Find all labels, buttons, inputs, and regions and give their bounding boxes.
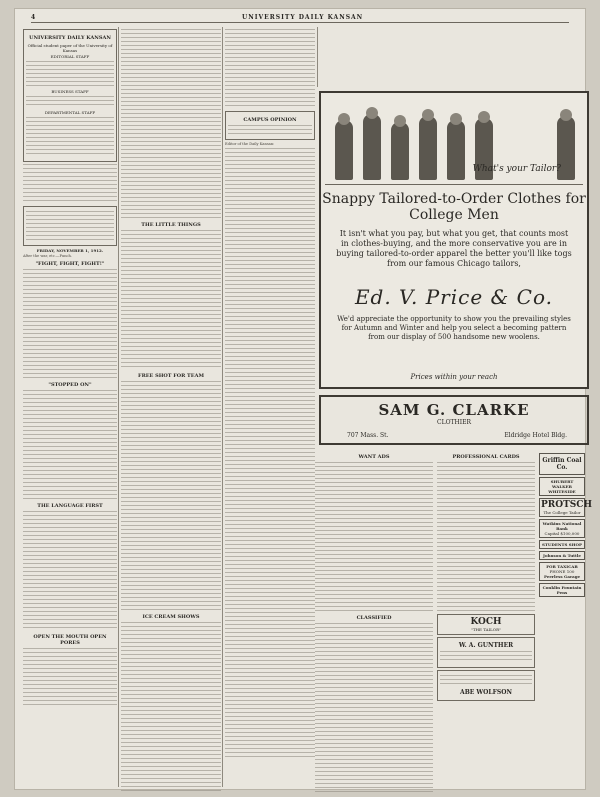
shubert-ad (539, 477, 585, 496)
open-pores-text (23, 648, 117, 708)
staff-box (23, 29, 117, 162)
want-ads-text (315, 462, 433, 612)
campus-opinion-intro (228, 125, 312, 135)
notice-box-text (26, 211, 114, 241)
language-heading: THE LANGUAGE FIRST (37, 503, 103, 510)
column-rule (317, 27, 318, 87)
newspaper-page (14, 8, 592, 790)
griffin-name: Griffin Coal Co. (542, 457, 582, 471)
clarke-name: SAM G. CLARKE (378, 401, 530, 419)
paper-title: UNIVERSITY DAILY KANSAN (242, 14, 364, 21)
taxi-phone: PHONE 100 (549, 569, 575, 574)
gunther-advert (437, 637, 535, 668)
protsch-name: PROTSCH (541, 500, 592, 510)
article-column (121, 27, 221, 794)
column-rule (118, 27, 119, 787)
opinion-column (225, 27, 315, 760)
campus-opinion-heading: CAMPUS OPINION (243, 117, 297, 123)
classified-text (315, 623, 433, 793)
taxi-heading: FOR TAXICAB (546, 564, 578, 569)
advert-headline: Snappy Tailored-to-Order Clothes for College Men (322, 191, 586, 223)
staff-subheading: Official student paper of the University of Kansas (27, 43, 113, 53)
dept-list (26, 117, 114, 157)
johnson-ad (539, 551, 585, 560)
business-list (26, 96, 114, 108)
advert-body: It isn't what you pay, but what you get, that counts most in clothes-buying, and the more conservative you are in buying tailored-to-order apparel the better you'll like togs from our famous Chicago tailors, (336, 229, 572, 268)
right-ads-column (539, 453, 592, 599)
ice-cream-heading: ICE CREAM SHOWS (142, 614, 200, 620)
free-trip-heading: FREE SHOT FOR TEAM (138, 373, 204, 379)
clarke-address: 707 Mass. St. (347, 432, 389, 439)
notice-box (23, 206, 117, 246)
advert-illustration (325, 97, 583, 185)
ice-cream-text (121, 622, 221, 792)
editorial-column (23, 27, 117, 710)
whats-your-tailor: What's your Tailor? (472, 164, 561, 174)
student-shop-ad (539, 540, 585, 549)
professional-heading: PROFESSIONAL CARDS (452, 454, 520, 460)
dept-staff-title: DEPARTMENTAL STAFF (44, 110, 96, 115)
professional-cards (437, 451, 535, 703)
column-rule (222, 27, 223, 787)
peerless-name: Peerless Garage (543, 574, 581, 579)
tailor-advertisement (319, 91, 589, 389)
watkins-sub: Capital $100,000 (544, 531, 580, 536)
after-war: After the war, etc.—Punch. (23, 254, 72, 258)
conklin-ad (539, 583, 585, 597)
koch-advert (437, 614, 535, 635)
stopped-heading: "STOPPED ON" (48, 382, 92, 389)
classified-heading: CLASSIFIED (356, 615, 392, 621)
article-text (121, 29, 221, 219)
language-text (23, 511, 117, 631)
wolfson-name: ABE WOLFSON (460, 689, 512, 696)
want-ads-heading: WANT ADS (358, 454, 390, 460)
masthead (31, 13, 569, 23)
wolfson-advert (437, 670, 535, 701)
gunther-name: W. A. GUNTHER (458, 642, 514, 649)
conklin-name: Conklin Fountain Pens (542, 585, 582, 595)
advert-body-2: We'd appreciate the opportunity to show you the prevailing styles for Autumn and Winter and help you select a becoming pattern from our display of 500 handsome new woolens. (337, 315, 571, 341)
advert-signature: Ed. V. Price & Co. (354, 285, 554, 309)
clarke-hotel: Eldridge Hotel Bldg. (504, 432, 567, 439)
editorial-staff-title: EDITORIAL STAFF (50, 54, 90, 59)
griffin-ad (539, 453, 585, 475)
student-shop-name: STUDENTS SHOP (542, 542, 582, 547)
want-ads-column (315, 451, 433, 795)
little-things-heading: THE LITTLE THINGS (141, 222, 201, 228)
page-number: 4 (31, 14, 37, 21)
staff-list (26, 61, 114, 87)
fight-heading: "FIGHT, FIGHT, FIGHT!" (35, 261, 105, 268)
poem-text (225, 29, 315, 109)
johnson-name: Johnson & Tuttle (543, 553, 581, 558)
koch-sub: "THE TAILOR" (471, 627, 501, 632)
little-things-text (121, 230, 221, 370)
gunther-text (440, 651, 532, 663)
business-staff-title: BUSINESS STAFF (51, 89, 89, 94)
clarke-advertisement (319, 395, 589, 445)
koch-name: KOCH (470, 617, 502, 627)
professional-text (437, 462, 535, 612)
protsch-sub: The College Tailor (543, 510, 581, 515)
advert-footer: Prices within your reach (410, 373, 498, 381)
shubert-name: SHUBERT WALKER WHITESIDE (548, 479, 576, 494)
open-pores-heading: OPEN THE MOUTH OPEN PORES (33, 634, 107, 647)
staff-heading: UNIVERSITY DAILY KANSAN (29, 35, 111, 41)
watkins-ad (539, 519, 585, 538)
taxi-ad (539, 562, 585, 581)
editor-salutation: Editor of the Daily Kansan: (225, 142, 275, 146)
watkins-name: Watkins National Bank (542, 521, 582, 531)
clarke-sub: CLOTHIER (437, 419, 471, 426)
campus-opinion-box (225, 111, 315, 140)
notice-text (23, 164, 117, 204)
stopped-text (23, 390, 117, 500)
opinion-text (225, 148, 315, 758)
free-trip-text (121, 381, 221, 611)
wolfson-text (440, 675, 532, 687)
fight-text (23, 269, 117, 379)
protsch-ad (539, 498, 592, 517)
date-line: FRIDAY, NOVEMBER 1, 1912. (36, 248, 104, 253)
